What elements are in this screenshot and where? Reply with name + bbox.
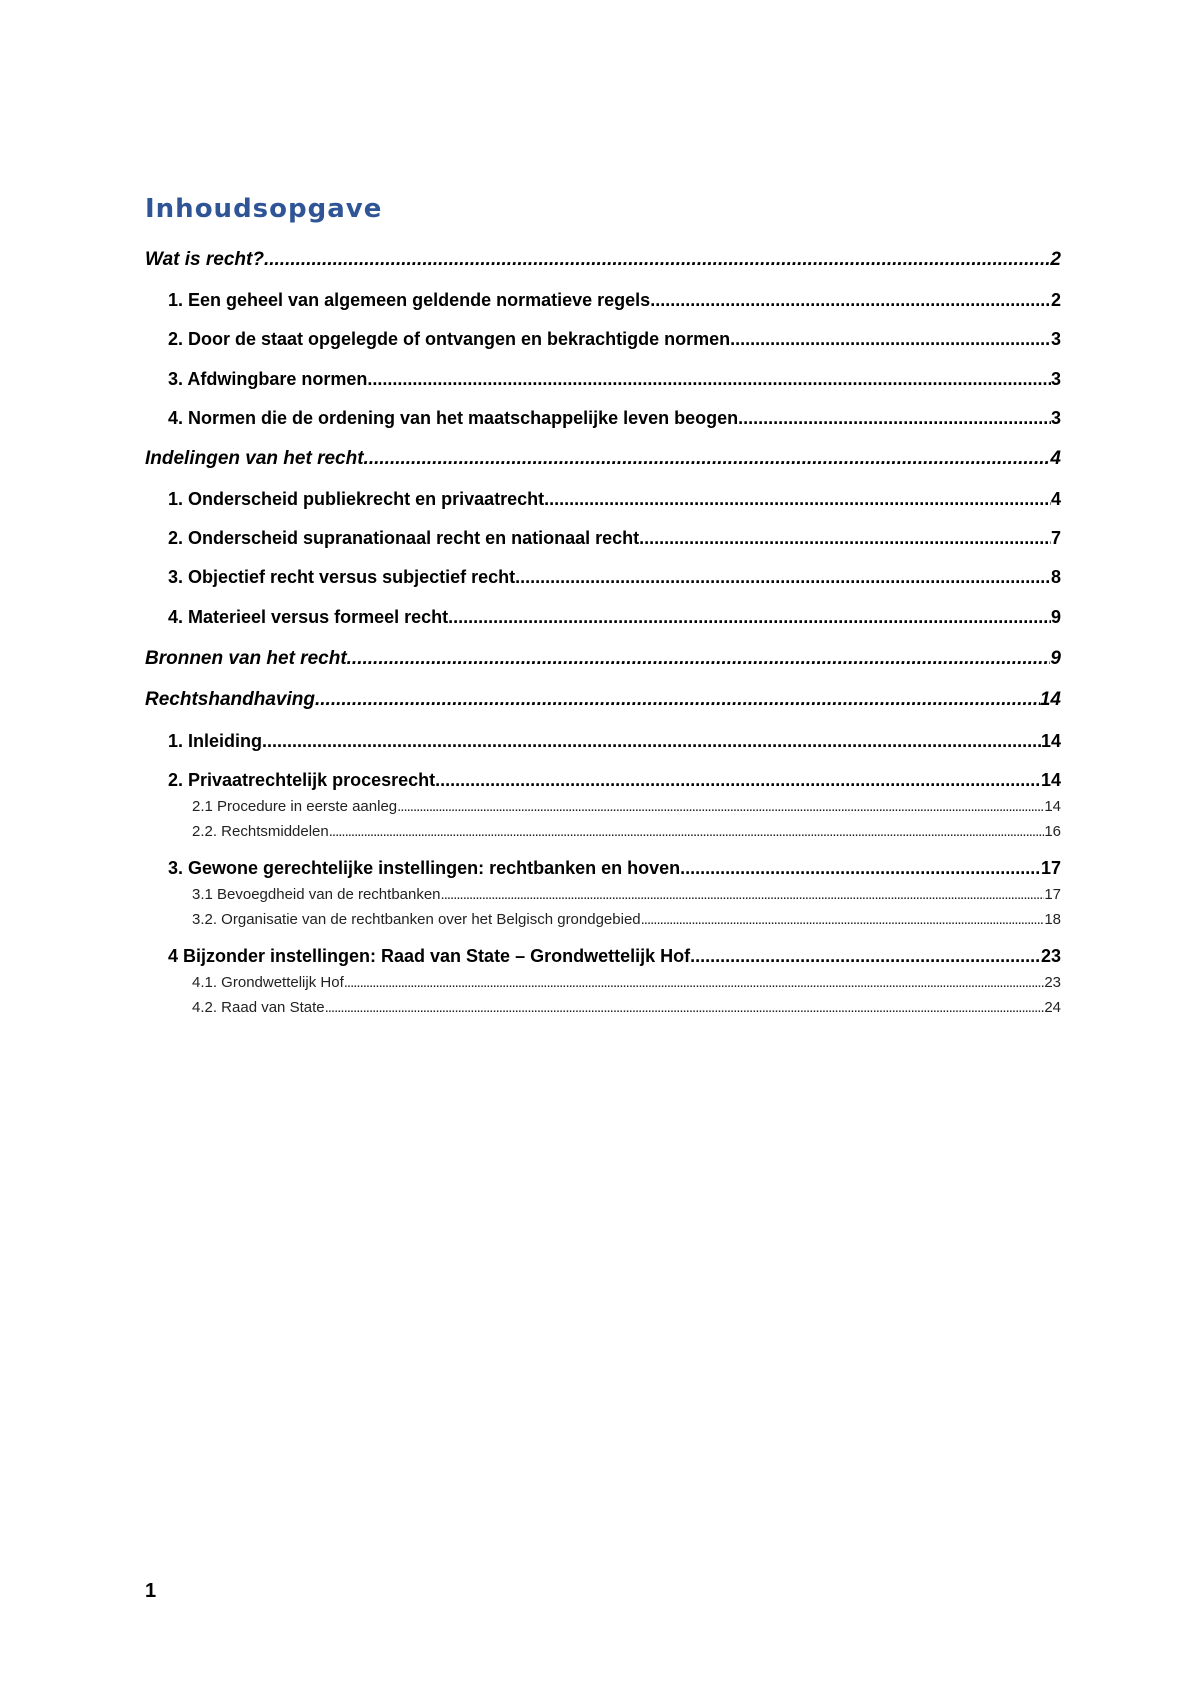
toc-entry-title: 2. Privaatrechtelijk procesrecht — [168, 770, 436, 790]
toc-leader-dots — [639, 525, 1051, 551]
toc-entry[interactable] — [145, 246, 1061, 274]
toc-entry-title: 3. Objectief recht versus subjectief recht — [168, 567, 516, 587]
toc-entry-page: 4 — [1050, 448, 1061, 469]
toc-leader-dots — [344, 972, 1045, 994]
toc-entry-page: 9 — [1050, 648, 1061, 669]
toc-entry-page: 3 — [1050, 408, 1061, 428]
toc-leader-dots — [364, 445, 1051, 473]
toc-entry-page: 14 — [1039, 689, 1061, 710]
toc-entry-page: 2 — [1050, 290, 1061, 310]
toc-entry[interactable] — [192, 884, 1061, 906]
toc-entry[interactable] — [192, 796, 1061, 818]
toc-entry-page: 14 — [1044, 798, 1061, 815]
toc-entry[interactable] — [168, 943, 1061, 969]
toc-leader-dots — [730, 326, 1051, 352]
toc-leader-dots — [347, 645, 1051, 673]
toc-entry-page: 16 — [1044, 823, 1061, 840]
toc-entry-page: 18 — [1044, 911, 1061, 928]
toc-entry-page: 17 — [1040, 858, 1061, 878]
toc-entry-title: Indelingen van het recht — [145, 448, 364, 469]
toc-entry[interactable] — [168, 767, 1061, 793]
toc-entry-title: 4.2. Raad van State — [192, 999, 325, 1016]
toc-entry-title: 2. Door de staat opgelegde of ontvangen en bekrachtigde normen — [168, 329, 731, 349]
toc-entry[interactable] — [145, 445, 1061, 473]
toc-entry-page: 14 — [1040, 731, 1061, 751]
toc-entry[interactable] — [192, 821, 1061, 843]
toc-leader-dots — [435, 767, 1041, 793]
toc-leader-dots — [544, 486, 1051, 512]
toc-leader-dots — [441, 884, 1045, 906]
toc-leader-dots — [367, 366, 1051, 392]
toc-leader-dots — [262, 728, 1041, 754]
toc-entry-page: 8 — [1050, 567, 1061, 587]
toc-entry[interactable] — [168, 604, 1061, 630]
toc-leader-dots — [641, 909, 1045, 931]
toc-entry-title: Rechtshandhaving — [145, 689, 315, 710]
toc-entry[interactable] — [192, 972, 1061, 994]
toc-leader-dots — [690, 943, 1041, 969]
toc-entry[interactable] — [168, 564, 1061, 590]
page-number: 1 — [145, 1580, 157, 1602]
toc-entry[interactable] — [192, 909, 1061, 931]
toc-entry-title: 3. Gewone gerechtelijke instellingen: rechtbanken en hoven — [168, 858, 681, 878]
toc-entry[interactable] — [168, 287, 1061, 313]
toc-entry-page: 17 — [1044, 886, 1061, 903]
toc-entry-title: 3.1 Bevoegdheid van de rechtbanken — [192, 886, 441, 903]
toc-entry[interactable] — [145, 686, 1061, 714]
toc-entry[interactable] — [168, 486, 1061, 512]
toc-entry[interactable] — [145, 645, 1061, 673]
toc-entry-title: 1. Onderscheid publiekrecht en privaatrecht — [168, 489, 545, 509]
toc-heading: Inhoudsopgave — [145, 194, 383, 224]
toc-entry-title: 4. Normen die de ordening van het maatschappelijke leven beogen. — [168, 408, 744, 428]
toc-entry[interactable] — [192, 997, 1061, 1019]
toc-entry-title: 4 Bijzonder instellingen: Raad van State – Grondwettelijk Hof — [168, 946, 691, 966]
toc-entry-title: Bronnen van het recht — [145, 648, 347, 669]
toc-leader-dots — [743, 405, 1051, 431]
toc-leader-dots — [264, 246, 1050, 274]
toc-entry-title: 2.1 Procedure in eerste aanleg — [192, 798, 398, 815]
toc-entry-title: 2.2. Rechtsmiddelen — [192, 823, 329, 840]
toc-leader-dots — [448, 604, 1051, 630]
toc-leader-dots — [515, 564, 1051, 590]
toc-entry-title: 1. Een geheel van algemeen geldende normatieve regels — [168, 290, 651, 310]
toc-leader-dots — [329, 821, 1045, 843]
toc-entry-title: 2. Onderscheid supranationaal recht en nationaal recht — [168, 528, 640, 548]
toc-leader-dots — [397, 796, 1044, 818]
toc-leader-dots — [315, 686, 1040, 714]
toc-entry-page: 3 — [1050, 369, 1061, 389]
toc-entry-title: Wat is recht? — [145, 249, 264, 270]
toc-entry-page: 24 — [1044, 999, 1061, 1016]
toc-entry[interactable] — [168, 326, 1061, 352]
toc-entry-title: 3. Afdwingbare normen — [168, 369, 368, 389]
toc-entry[interactable] — [168, 728, 1061, 754]
toc-entry-page: 23 — [1040, 946, 1061, 966]
toc-entry-page: 7 — [1050, 528, 1061, 548]
toc-entry-title: 4. Materieel versus formeel recht — [168, 607, 449, 627]
toc-entry[interactable] — [168, 366, 1061, 392]
toc-entry-page: 4 — [1050, 489, 1061, 509]
toc-entry[interactable] — [168, 405, 1061, 431]
toc-entry-title: 4.1. Grondwettelijk Hof — [192, 974, 344, 991]
toc-entry-page: 9 — [1050, 607, 1061, 627]
toc-entry-page: 2 — [1050, 249, 1061, 270]
toc-entry-title: 3.2. Organisatie van de rechtbanken over het Belgisch grondgebied — [192, 911, 641, 928]
toc-entry-page: 3 — [1050, 329, 1061, 349]
toc-entry[interactable] — [168, 855, 1061, 881]
toc-leader-dots — [680, 855, 1041, 881]
toc-entry[interactable] — [168, 525, 1061, 551]
toc-leader-dots — [650, 287, 1051, 313]
toc-entry-page: 14 — [1040, 770, 1061, 790]
toc-leader-dots — [325, 997, 1045, 1019]
toc-entry-title: 1. Inleiding — [168, 731, 263, 751]
toc-entry-page: 23 — [1044, 974, 1061, 991]
